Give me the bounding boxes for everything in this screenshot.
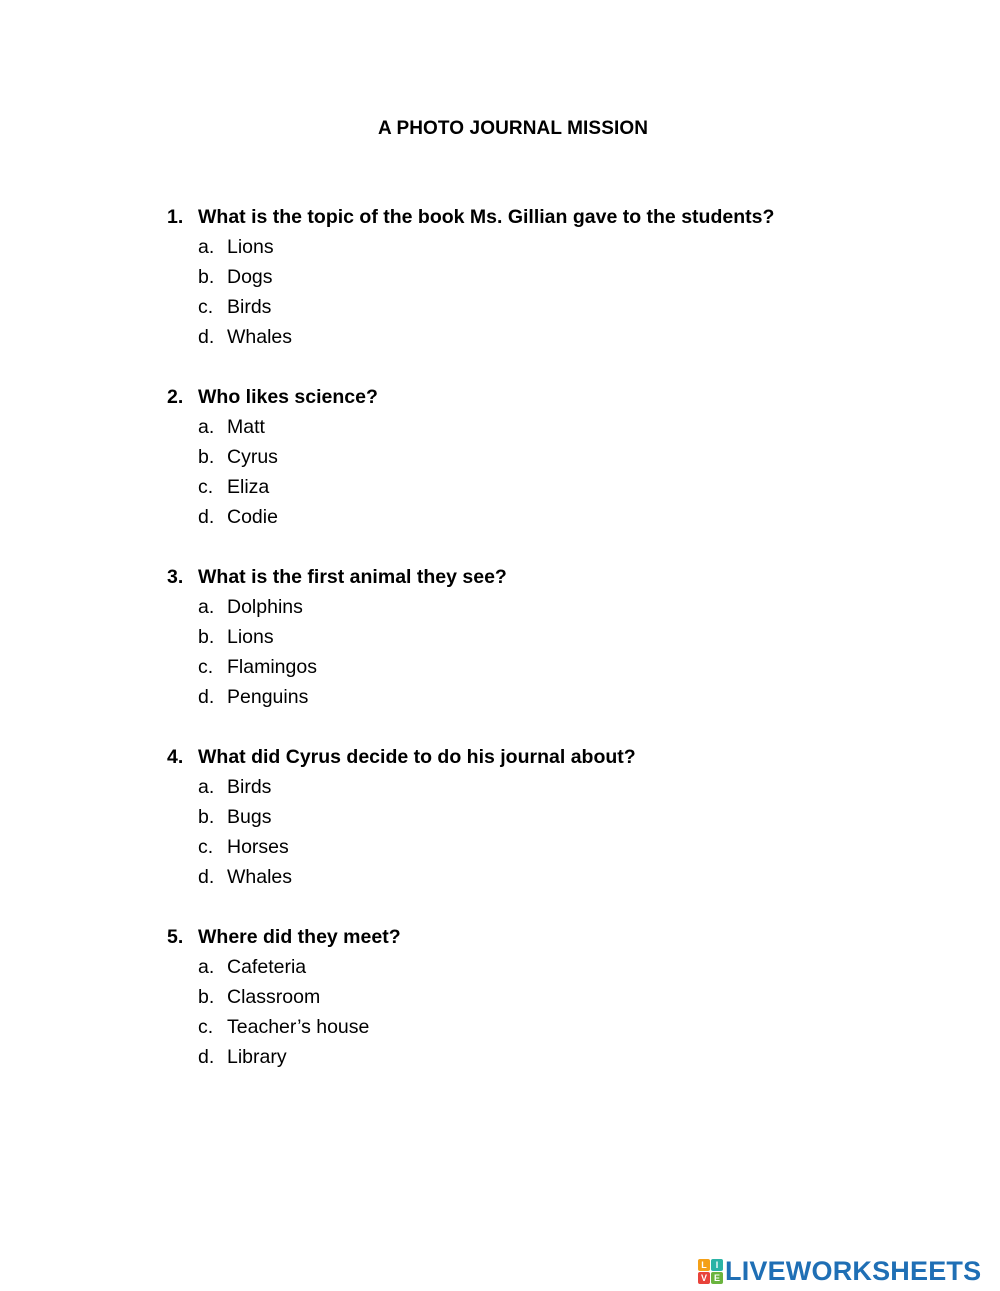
option-letter: d.	[198, 1046, 215, 1068]
option-text: Whales	[227, 326, 293, 348]
answer-option	[198, 772, 947, 802]
option-letter: a.	[198, 776, 215, 798]
option-text: Cafeteria	[227, 956, 307, 978]
question-heading	[167, 742, 947, 772]
question-1	[167, 202, 947, 352]
option-letter: d.	[198, 686, 215, 708]
logo-tile-v: V	[698, 1272, 710, 1284]
logo-tile-l: L	[698, 1259, 710, 1271]
question-number: 5.	[167, 926, 184, 948]
question-4	[167, 742, 947, 892]
question-number: 1.	[167, 206, 184, 228]
option-letter: d.	[198, 506, 215, 528]
option-text: Dolphins	[227, 596, 303, 618]
option-letter: c.	[198, 1016, 214, 1038]
answer-option	[198, 322, 947, 352]
question-number: 3.	[167, 566, 184, 588]
option-letter: b.	[198, 986, 215, 1008]
option-text: Lions	[227, 626, 274, 648]
option-text: Eliza	[227, 476, 270, 498]
option-text: Classroom	[227, 986, 321, 1008]
answer-options	[167, 592, 947, 712]
question-heading	[167, 562, 947, 592]
answer-option	[198, 982, 947, 1012]
answer-options	[167, 952, 947, 1072]
answer-option	[198, 1042, 947, 1072]
option-letter: b.	[198, 266, 215, 288]
answer-option	[198, 442, 947, 472]
answer-option	[198, 412, 947, 442]
question-5	[167, 922, 947, 1072]
liveworksheets-brand	[698, 1256, 981, 1286]
question-number: 2.	[167, 386, 184, 408]
option-text: Matt	[227, 416, 265, 438]
option-text: Teacher’s house	[227, 1016, 370, 1038]
answer-options	[167, 772, 947, 892]
option-letter: b.	[198, 806, 215, 828]
option-letter: a.	[198, 236, 215, 258]
option-text: Codie	[227, 506, 278, 528]
answer-option	[198, 802, 947, 832]
question-heading	[167, 382, 947, 412]
option-letter: a.	[198, 956, 215, 978]
option-text: Library	[227, 1046, 287, 1068]
option-text: Birds	[227, 296, 272, 318]
option-letter: c.	[198, 836, 214, 858]
question-text: What is the topic of the book Ms. Gillian gave to the students?	[198, 206, 775, 228]
answer-option	[198, 232, 947, 262]
question-2	[167, 382, 947, 532]
question-list	[167, 202, 947, 1102]
answer-option	[198, 832, 947, 862]
answer-option	[198, 1012, 947, 1042]
answer-option	[198, 502, 947, 532]
option-text: Penguins	[227, 686, 309, 708]
logo-tile-i: I	[711, 1259, 723, 1271]
option-letter: d.	[198, 866, 215, 888]
answer-option	[198, 292, 947, 322]
question-text: Where did they meet?	[198, 926, 401, 948]
answer-options	[167, 232, 947, 352]
option-text: Flamingos	[227, 656, 317, 678]
answer-option	[198, 592, 947, 622]
option-text: Bugs	[227, 806, 272, 828]
question-3	[167, 562, 947, 712]
option-letter: a.	[198, 596, 215, 618]
answer-options	[167, 412, 947, 532]
option-text: Horses	[227, 836, 289, 858]
page-title: A PHOTO JOURNAL MISSION	[377, 118, 649, 139]
question-text: What did Cyrus decide to do his journal about?	[198, 746, 636, 768]
answer-option	[198, 862, 947, 892]
option-letter: c.	[198, 476, 214, 498]
answer-option	[198, 652, 947, 682]
option-letter: d.	[198, 326, 215, 348]
option-letter: b.	[198, 446, 215, 468]
option-letter: c.	[198, 296, 214, 318]
question-text: Who likes science?	[198, 386, 378, 408]
question-heading	[167, 202, 947, 232]
brand-wordmark: LIVEWORKSHEETS	[725, 1256, 982, 1286]
answer-option	[198, 952, 947, 982]
option-text: Cyrus	[227, 446, 278, 468]
option-text: Dogs	[227, 266, 273, 288]
option-letter: a.	[198, 416, 215, 438]
answer-option	[198, 262, 947, 292]
question-heading	[167, 922, 947, 952]
question-number: 4.	[167, 746, 184, 768]
answer-option	[198, 472, 947, 502]
answer-option	[198, 682, 947, 712]
option-text: Lions	[227, 236, 274, 258]
option-letter: b.	[198, 626, 215, 648]
question-text: What is the first animal they see?	[198, 566, 507, 588]
option-text: Whales	[227, 866, 293, 888]
liveworksheets-logo-icon	[698, 1259, 723, 1284]
logo-tile-e: E	[711, 1272, 723, 1284]
answer-option	[198, 622, 947, 652]
option-letter: c.	[198, 656, 214, 678]
option-text: Birds	[227, 776, 272, 798]
